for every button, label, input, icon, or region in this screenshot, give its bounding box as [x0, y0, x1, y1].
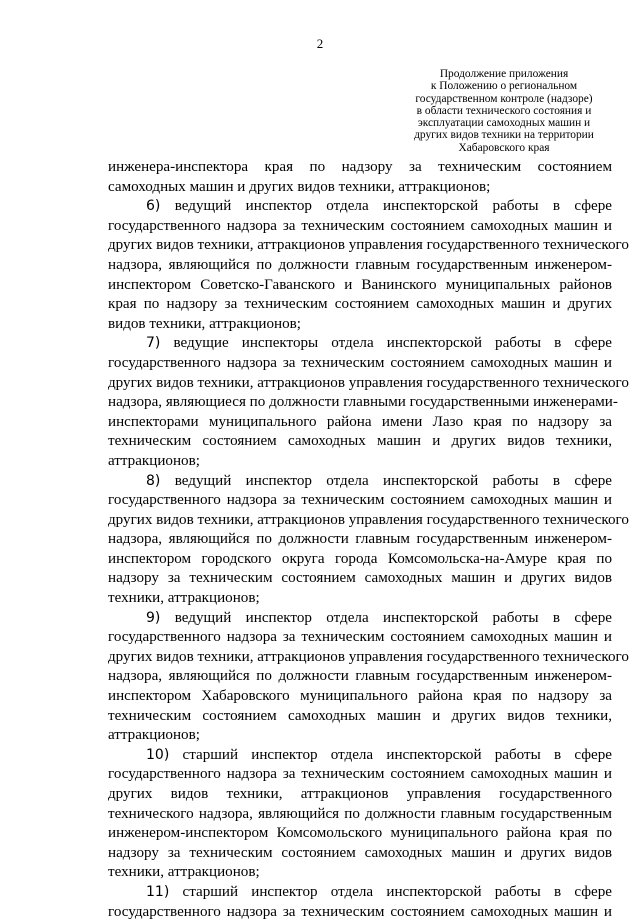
header-line: в области технического состояния и: [416, 104, 592, 117]
body-line: самоходных машин и других видов техники, аттракционов;: [108, 178, 491, 195]
item-text: ведущий инспектор отдела инспекторской работы в сфере: [174, 609, 612, 626]
item-number: 11): [146, 883, 170, 900]
body-line: надзора, являющиеся по должности главными государственными инженерами-: [108, 394, 618, 411]
body-line: государственного надзора за техническим состоянием самоходных машин и: [108, 629, 612, 646]
body-line: [108, 609, 612, 629]
body-line: государственного надзора за техническим состоянием самоходных машин и: [108, 903, 612, 920]
body-line: государственного надзора за техническим состоянием самоходных машин и: [108, 492, 612, 509]
body-line: края по надзору за техническим состоянием самоходных машин и других: [108, 296, 612, 313]
body-line: [108, 746, 612, 766]
item-number: 6): [146, 198, 161, 215]
body-line: аттракционов;: [108, 452, 200, 469]
item-text: ведущие инспекторы отдела инспекторской работы в сфере: [173, 335, 612, 352]
body-line: аттракционов;: [108, 727, 200, 744]
intro-paragraph: [108, 158, 612, 197]
body-line: надзора, являющийся по должности главным государственным инженером-: [108, 256, 612, 273]
body-line: технического надзора, являющийся по должности главным государственным: [108, 805, 612, 822]
body-line: техническим состоянием самоходных машин и других видов техники,: [108, 433, 612, 450]
header-line: Хабаровского края: [458, 141, 550, 154]
body-line: [108, 472, 612, 492]
body-line: государственного надзора за техническим состоянием самоходных машин и: [108, 217, 612, 234]
header-line: других видов техники на территории: [414, 129, 594, 142]
body-line: техники, аттракционов;: [108, 590, 260, 607]
body-line: других видов техники, аттракционов управления государственного технического: [108, 237, 629, 254]
list-item: [108, 472, 629, 609]
document-body: [108, 158, 629, 922]
item-text: ведущий инспектор отдела инспекторской работы в сфере: [174, 472, 612, 489]
header-line: эксплуатации самоходных машин и: [417, 117, 591, 130]
body-line: инспектором Советско-Гаванского и Ванинского муниципальных районов: [108, 276, 612, 293]
body-line: техники, аттракционов;: [108, 864, 260, 881]
body-line: других видов техники, аттракционов управления государственного технического: [108, 511, 629, 528]
body-line: инженера-инспектора края по надзору за техническим состоянием: [108, 159, 612, 175]
body-line: государственного надзора за техническим состоянием самоходных машин и: [108, 354, 612, 371]
body-line: видов техники, аттракционов;: [108, 315, 301, 332]
item-number: 10): [146, 746, 170, 763]
list-item: [108, 746, 612, 883]
body-line: техническим состоянием самоходных машин и других видов техники,: [108, 707, 612, 724]
body-line: других видов техники, аттракционов управления государственного технического: [108, 648, 629, 665]
header-line: государственном контроле (надзоре): [415, 92, 593, 105]
item-number: 7): [146, 335, 161, 352]
body-line: инспекторами муниципального района имени Лазо края по надзору за: [108, 413, 612, 430]
body-line: инспектором Хабаровского муниципального района края по надзору за: [108, 688, 612, 705]
list-item: [108, 334, 629, 471]
body-line: других видов техники, аттракционов управления государственного: [108, 786, 612, 802]
page-number: 2: [316, 36, 324, 51]
item-number: 9): [146, 609, 161, 626]
list-item: [108, 197, 629, 334]
item-text: старший инспектор отдела инспекторской работы в сфере: [182, 883, 612, 900]
header-line: к Положению о региональном: [430, 80, 578, 93]
body-line: других видов техники, аттракционов управления государственного технического: [108, 374, 629, 391]
item-text: старший инспектор отдела инспекторской работы в сфере: [182, 746, 612, 763]
body-line: надзора, являющийся по должности главным государственным инженером-: [108, 531, 612, 548]
body-line: инженером-инспектором Комсомольского муниципального района края по: [108, 825, 612, 842]
body-line: надзора, являющийся по должности главным государственным инженером-: [108, 668, 612, 685]
body-line: [108, 883, 612, 903]
header-line: Продолжение приложения: [439, 68, 569, 80]
list-item: [108, 883, 612, 922]
list-item: [108, 609, 629, 746]
body-line: [108, 197, 612, 217]
body-line: [108, 334, 612, 354]
body-line: надзору за техническим состоянием самоходных машин и других видов: [108, 844, 612, 861]
item-number: 8): [146, 472, 161, 489]
body-line: надзору за техническим состоянием самоходных машин и других видов: [108, 570, 612, 587]
item-text: ведущий инспектор отдела инспекторской работы в сфере: [174, 198, 612, 215]
body-line: инспектором городского округа города Комсомольска-на-Амуре края по: [108, 550, 612, 567]
body-line: государственного надзора за техническим состоянием самоходных машин и: [108, 766, 612, 783]
appendix-header: [395, 68, 613, 154]
